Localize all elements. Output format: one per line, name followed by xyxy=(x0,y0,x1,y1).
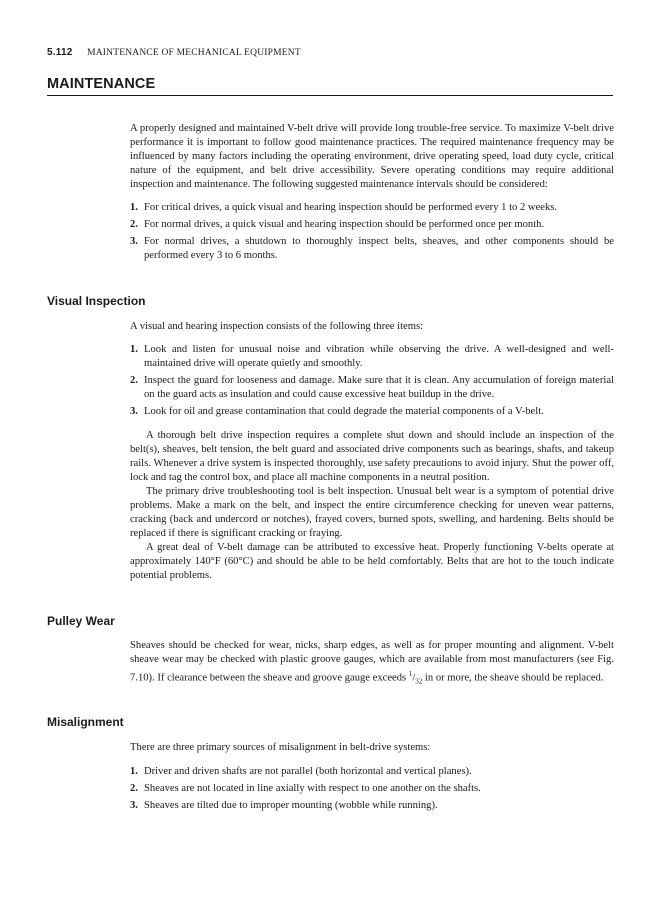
visual-paragraph-3: A great deal of V-belt damage can be attributed to excessive heat. Properly functioning V-belts operate at approximately 140°F (60°C) and should be able to be held comfortably. Belts that are hot to the touch indicate potential problems. xyxy=(130,542,614,581)
list-item xyxy=(130,218,614,232)
item-text: Inspect the guard for looseness and damage. Make sure that it is clean. Any accumulation of foreign material on the guard acts as insulation and could cause excessive heat buildup in the drive. xyxy=(144,375,614,400)
list-item xyxy=(130,765,614,779)
item-number: 2. xyxy=(130,783,138,794)
item-text: Look and listen for unusual noise and vibration while observing the drive. A well-designed and well-maintained drive will operate quietly and smoothly. xyxy=(144,344,614,369)
fraction-numerator: 1 xyxy=(408,670,413,678)
misalignment-list xyxy=(130,765,614,813)
item-text: For normal drives, a quick visual and hearing inspection should be performed once per month. xyxy=(144,219,545,230)
item-number: 1. xyxy=(130,766,138,777)
list-item xyxy=(130,343,614,371)
item-text: Look for oil and grease contamination that could degrade the material components of a V-belt. xyxy=(144,406,544,417)
item-number: 1. xyxy=(130,344,138,355)
list-item xyxy=(130,782,614,796)
list-item xyxy=(130,405,614,419)
section-title: MAINTENANCE xyxy=(47,76,156,92)
item-number: 3. xyxy=(130,406,138,417)
visual-inspection-block xyxy=(130,320,614,583)
item-number: 3. xyxy=(130,800,138,811)
running-title: MAINTENANCE OF MECHANICAL EQUIPMENT xyxy=(87,48,301,58)
section-rule xyxy=(47,95,613,96)
misalignment-block xyxy=(130,741,614,816)
list-item xyxy=(130,799,614,813)
pulley-text-end: in or more, the sheave should be replaced. xyxy=(422,672,604,684)
list-item xyxy=(130,201,614,215)
pulley-wear-heading: Pulley Wear xyxy=(47,614,115,628)
item-text: For normal drives, a shutdown to thoroughly inspect belts, sheaves, and other components should be performed every 3 to 6 months. xyxy=(144,236,614,261)
item-number: 2. xyxy=(130,375,138,386)
pulley-text-start: Sheaves should be checked for wear, nicks, sharp edges, as well as for proper mounting and alignment. V-belt sheave wear may be checked with plastic groove gauges, which are available from most manufacturers (see Fig. 7.10). If clearance between the sheave and groove gauge exceeds xyxy=(130,640,614,684)
list-item xyxy=(130,374,614,402)
visual-list xyxy=(130,343,614,419)
fraction-denominator: 32 xyxy=(415,677,423,686)
misalignment-lead: There are three primary sources of misalignment in belt-drive systems: xyxy=(130,742,431,753)
item-text: Driver and driven shafts are not parallel (both horizontal and vertical planes). xyxy=(144,766,472,777)
item-number: 1. xyxy=(130,202,138,213)
intro-list xyxy=(130,201,614,263)
list-item xyxy=(130,235,614,263)
item-text: Sheaves are not located in line axially with respect to one another on the shafts. xyxy=(144,783,481,794)
intro-block xyxy=(130,122,614,266)
item-number: 3. xyxy=(130,236,138,247)
running-head xyxy=(47,47,301,58)
item-number: 2. xyxy=(130,219,138,230)
item-text: Sheaves are tilted due to improper mounting (wobble while running). xyxy=(144,800,438,811)
visual-paragraph-2: The primary drive troubleshooting tool is belt inspection. Unusual belt wear is a symptom of potential drive problems. Make a mark on the belt, and inspect the entire circumference checking for uneven wear patterns, cracking (back and undercord or notches), frayed covers, burned spots, swelling, and hardening. Belts should be replaced if there is significant cracking or fraying. xyxy=(130,486,614,539)
misalignment-heading: Misalignment xyxy=(47,715,124,729)
visual-inspection-heading: Visual Inspection xyxy=(47,294,146,308)
page-number: 5.112 xyxy=(47,47,73,58)
visual-paragraph-1: A thorough belt drive inspection requires a complete shut down and should include an inspection of the belt(s), sheaves, belt tension, the belt guard and associated drive components such as bearings, shafts, and takeup rails. Whenever a drive system is inspected thoroughly, use safety precautions to avoid injury. Shut the power off, lock and tag the control box, and place all machine components in a neutral position. xyxy=(130,430,614,483)
visual-lead: A visual and hearing inspection consists of the following three items: xyxy=(130,321,424,332)
item-text: For critical drives, a quick visual and hearing inspection should be performed every 1 to 2 weeks. xyxy=(144,202,558,213)
pulley-wear-paragraph: Sheaves should be checked for wear, nicks, sharp edges, as well as for proper mounting and alignment. V-belt sheave wear may be checked with plastic groove gauges, which are available from most manufacturers (see Fig. 7.10). If clearance between the sheave and groove gauge exceeds $^1/_{32}$ in or more, the sheave should be replaced. xyxy=(130,640,614,686)
intro-paragraph: A properly designed and maintained V-belt drive will provide long trouble-free service. To maximize V-belt drive performance it is important to follow good maintenance practices. The required maintenance frequency may be influenced by many factors including the operating environment, drive operating speed, load duty cycle, critical nature of the equipment, and belt drive accessibility. Severe operating conditions may require additional inspection and maintenance. The following suggested maintenance intervals should be considered: xyxy=(130,123,614,190)
pulley-wear-block xyxy=(130,639,614,689)
